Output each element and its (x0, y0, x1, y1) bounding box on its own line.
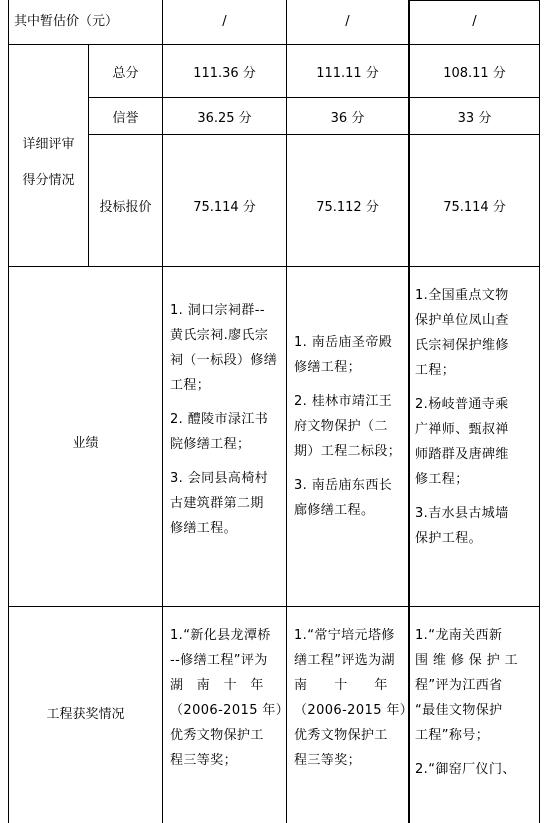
text-line: 程三等奖； (170, 753, 238, 768)
credit-score-label: 信誉 (112, 111, 139, 126)
performance-item (415, 396, 509, 489)
text-line: 广禅师、甄叔禅 (415, 422, 509, 437)
est-price-value: / (345, 14, 350, 29)
text-line: 程三等奖； (294, 753, 362, 768)
text-line: 南 十 年 (294, 678, 388, 693)
text-line: 工程； (170, 378, 211, 393)
text-line: 3.吉水县古城墙 (415, 506, 509, 521)
text-line: 院修缮工程； (170, 437, 251, 452)
detail-score-group-label (9, 134, 88, 192)
bid-price-value: 75.112 分 (316, 200, 379, 215)
text-line: 2. 桂林市靖江王 (294, 394, 393, 409)
est-price-label: 其中暂估价（元） (14, 14, 119, 29)
row-border (409, 0, 540, 1)
text-line: （2006-2015 年） (170, 703, 290, 718)
performance-item (294, 334, 401, 377)
text-line: 1. 南岳庙圣帝殿 (294, 335, 393, 350)
awards-col1 (170, 627, 289, 770)
credit-score-value: 36 分 (330, 111, 365, 126)
text-line: 保护工程。 (415, 531, 483, 546)
text-line: 1.“新化县龙潭桥 (170, 628, 271, 643)
text-line: 3. 南岳庙东西长 (294, 478, 393, 493)
performance-col3 (415, 287, 509, 548)
bid-price-value: 75.114 分 (193, 200, 256, 215)
text-line: 3. 会同县高椅村 (170, 471, 269, 486)
row-border (88, 97, 540, 98)
award-item (170, 627, 289, 770)
text-line: 廊修缮工程。 (294, 503, 375, 518)
text-line: “最佳文物保护 (415, 703, 503, 718)
awards-label: 工程获奖情况 (46, 707, 125, 722)
total-score-value: 111.11 分 (316, 66, 379, 81)
detail-score-label-line: 得分情况 (22, 173, 75, 188)
text-line: 2. 醴陵市渌江书 (170, 412, 269, 427)
text-line: 府文物保护（二 (294, 419, 388, 434)
bid-price-label: 投标报价 (99, 200, 152, 215)
text-line: 工程； (415, 363, 456, 378)
text-line: 程”评为江西省 (415, 678, 503, 693)
award-item (415, 627, 518, 745)
award-item (294, 627, 413, 770)
text-line: 氏宗祠保护维修 (415, 338, 509, 353)
performance-item (294, 393, 401, 461)
awards-col3 (415, 627, 518, 779)
performance-item (170, 302, 277, 395)
row-border (88, 134, 540, 135)
row-border (8, 266, 540, 267)
text-line: 优秀文物保护工 (170, 728, 264, 743)
total-score-value: 108.11 分 (443, 66, 506, 81)
text-line: 期）工程二标段； (294, 444, 402, 459)
performance-col2 (294, 334, 401, 520)
performance-item (294, 477, 401, 520)
text-line: 黄氏宗祠.廖氏宗 (170, 328, 269, 343)
performance-label: 业绩 (72, 436, 99, 451)
performance-item (170, 411, 277, 454)
performance-item (170, 470, 277, 538)
text-line: 1.“常宁培元塔修 (294, 628, 395, 643)
est-price-value: / (472, 14, 477, 29)
text-line: 祠（一标段）修缮 (170, 353, 278, 368)
row-border (8, 606, 540, 607)
text-line: 2.杨岐普通寺乘 (415, 397, 509, 412)
text-line: 修缮工程； (294, 360, 362, 375)
credit-score-value: 36.25 分 (197, 111, 252, 126)
text-line: （2006-2015 年） (294, 703, 414, 718)
text-line: 修工程； (415, 472, 469, 487)
bid-price-value: 75.114 分 (443, 200, 506, 215)
awards-col2 (294, 627, 413, 770)
text-line: 优秀文物保护工 (294, 728, 388, 743)
text-line: 缮工程”评选为湖 (294, 653, 395, 668)
text-line: 1. 洞口宗祠群-- (170, 303, 265, 318)
text-line: 古建筑群第二期 (170, 496, 264, 511)
credit-score-value: 33 分 (457, 111, 492, 126)
text-line: 1.全国重点文物 (415, 288, 509, 303)
text-line: 修缮工程。 (170, 521, 238, 536)
text-line: 湖 南 十 年 (170, 678, 264, 693)
text-line: 2.“御窑厂仪门、 (415, 762, 516, 777)
award-item (415, 761, 518, 779)
detail-score-label-line: 详细评审 (22, 137, 75, 152)
text-line: 工程”称号； (415, 728, 490, 743)
total-score-label: 总分 (112, 66, 139, 81)
performance-item (415, 505, 509, 548)
col-border (539, 0, 540, 823)
performance-col1 (170, 302, 277, 538)
performance-item (415, 287, 509, 380)
text-line: 师踏群及唐碑维 (415, 447, 509, 462)
total-score-value: 111.36 分 (193, 66, 256, 81)
est-price-value: / (222, 14, 227, 29)
text-line: 保护单位凤山查 (415, 313, 509, 328)
text-line: 围 维 修 保 护 工 (415, 653, 519, 668)
text-line: --修缮工程”评为 (170, 653, 268, 668)
text-line: 1.“龙南关西新 (415, 628, 503, 643)
col-border (8, 0, 9, 823)
